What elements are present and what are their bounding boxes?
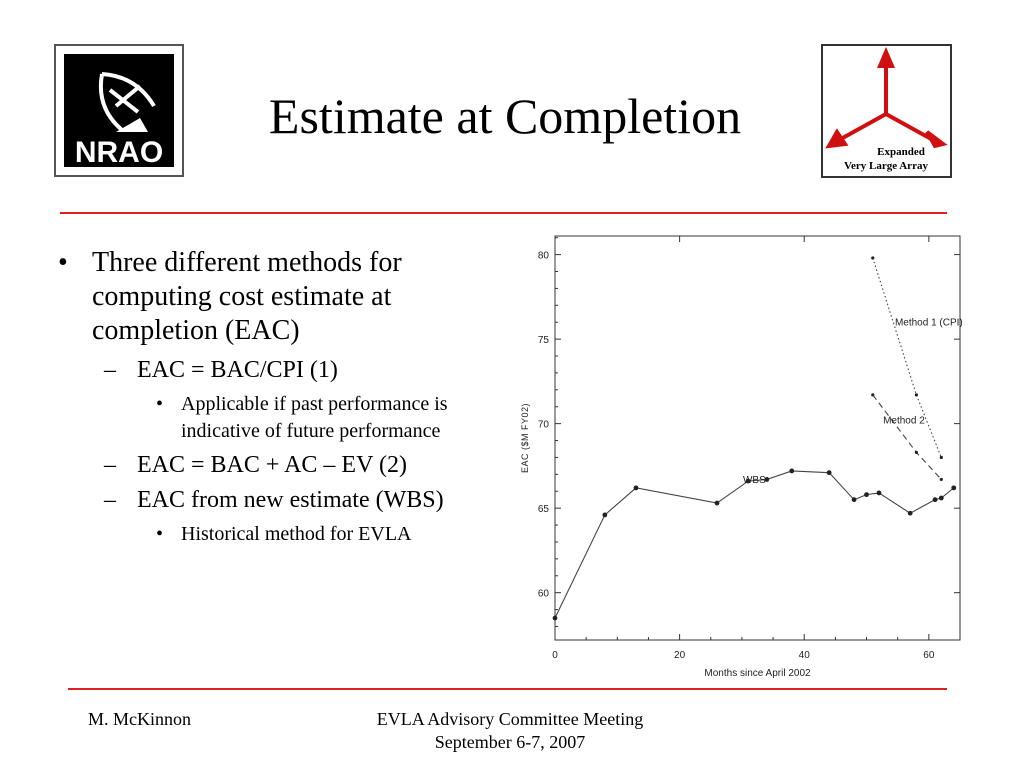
bullet-list bbox=[56, 246, 516, 554]
data-point-0 bbox=[827, 470, 832, 475]
data-point-1 bbox=[871, 256, 874, 259]
title-divider bbox=[60, 212, 947, 214]
svg-text:Expanded: Expanded bbox=[877, 146, 925, 158]
x-tick-label: 0 bbox=[552, 650, 558, 661]
data-point-0 bbox=[951, 485, 956, 490]
evla-logo bbox=[821, 44, 952, 178]
svg-text:Very Large Array: Very Large Array bbox=[844, 160, 928, 172]
y-tick-label: 60 bbox=[537, 588, 549, 600]
data-point-0 bbox=[933, 497, 938, 502]
y-tick-label: 70 bbox=[537, 419, 549, 431]
data-point-2 bbox=[871, 393, 874, 396]
data-point-2 bbox=[940, 478, 943, 481]
series-annotation: Method 1 (CPI) bbox=[894, 317, 963, 329]
y-tick-label: 75 bbox=[537, 335, 549, 347]
series-annotation: WBS bbox=[742, 474, 766, 486]
x-axis-label: Months since April 2002 bbox=[704, 668, 811, 679]
eac-chart bbox=[510, 232, 970, 680]
x-tick-label: 40 bbox=[798, 650, 810, 661]
bullet-eac-wbs: – EAC from new estimate (WBS) bbox=[56, 486, 516, 515]
bullet-past-performance: • Applicable if past performance is indicative of future performance bbox=[56, 391, 516, 445]
bullet-historical: • Historical method for EVLA bbox=[56, 521, 516, 548]
data-point-0 bbox=[864, 492, 869, 497]
footer-event-name: EVLA Advisory Committee Meeting bbox=[376, 709, 644, 729]
x-tick-label: 20 bbox=[674, 650, 686, 661]
data-point-0 bbox=[939, 496, 944, 501]
eac-chart-svg bbox=[510, 232, 970, 680]
series-line-1 bbox=[873, 258, 942, 457]
data-point-0 bbox=[634, 485, 639, 490]
series-line-0 bbox=[555, 471, 954, 618]
x-tick-label: 60 bbox=[923, 650, 935, 661]
y-tick-label: 65 bbox=[537, 504, 549, 516]
data-point-0 bbox=[908, 511, 913, 516]
data-point-0 bbox=[877, 491, 882, 496]
data-point-1 bbox=[915, 393, 918, 396]
footer-event-date: September 6-7, 2007 bbox=[434, 732, 586, 752]
data-point-0 bbox=[553, 616, 558, 621]
series-line-2 bbox=[873, 395, 942, 480]
data-point-0 bbox=[602, 513, 607, 518]
svg-text:NRAO: NRAO bbox=[74, 136, 164, 169]
data-point-0 bbox=[789, 469, 794, 474]
series-annotation: Method 2 bbox=[883, 415, 925, 427]
slide-title: Estimate at Completion bbox=[268, 88, 742, 144]
data-point-0 bbox=[852, 497, 857, 502]
data-point-2 bbox=[915, 451, 918, 454]
footer-author: M. McKinnon bbox=[88, 709, 191, 729]
bullet-methods: • Three different methods for computing cost estimate at completion (EAC) bbox=[56, 246, 516, 348]
footer-event bbox=[340, 708, 680, 754]
bullet-eac-cpi: – EAC = BAC/CPI (1) bbox=[56, 356, 516, 385]
footer-divider bbox=[68, 688, 947, 690]
y-tick-label: 80 bbox=[537, 250, 549, 262]
data-point-1 bbox=[940, 456, 943, 459]
data-point-0 bbox=[715, 501, 720, 506]
bullet-eac-bac-ac-ev: – EAC = BAC + AC – EV (2) bbox=[56, 451, 516, 480]
y-axis-label: EAC ($M FY02) bbox=[520, 402, 530, 474]
plot-frame bbox=[555, 236, 960, 640]
nrao-logo bbox=[54, 44, 184, 177]
